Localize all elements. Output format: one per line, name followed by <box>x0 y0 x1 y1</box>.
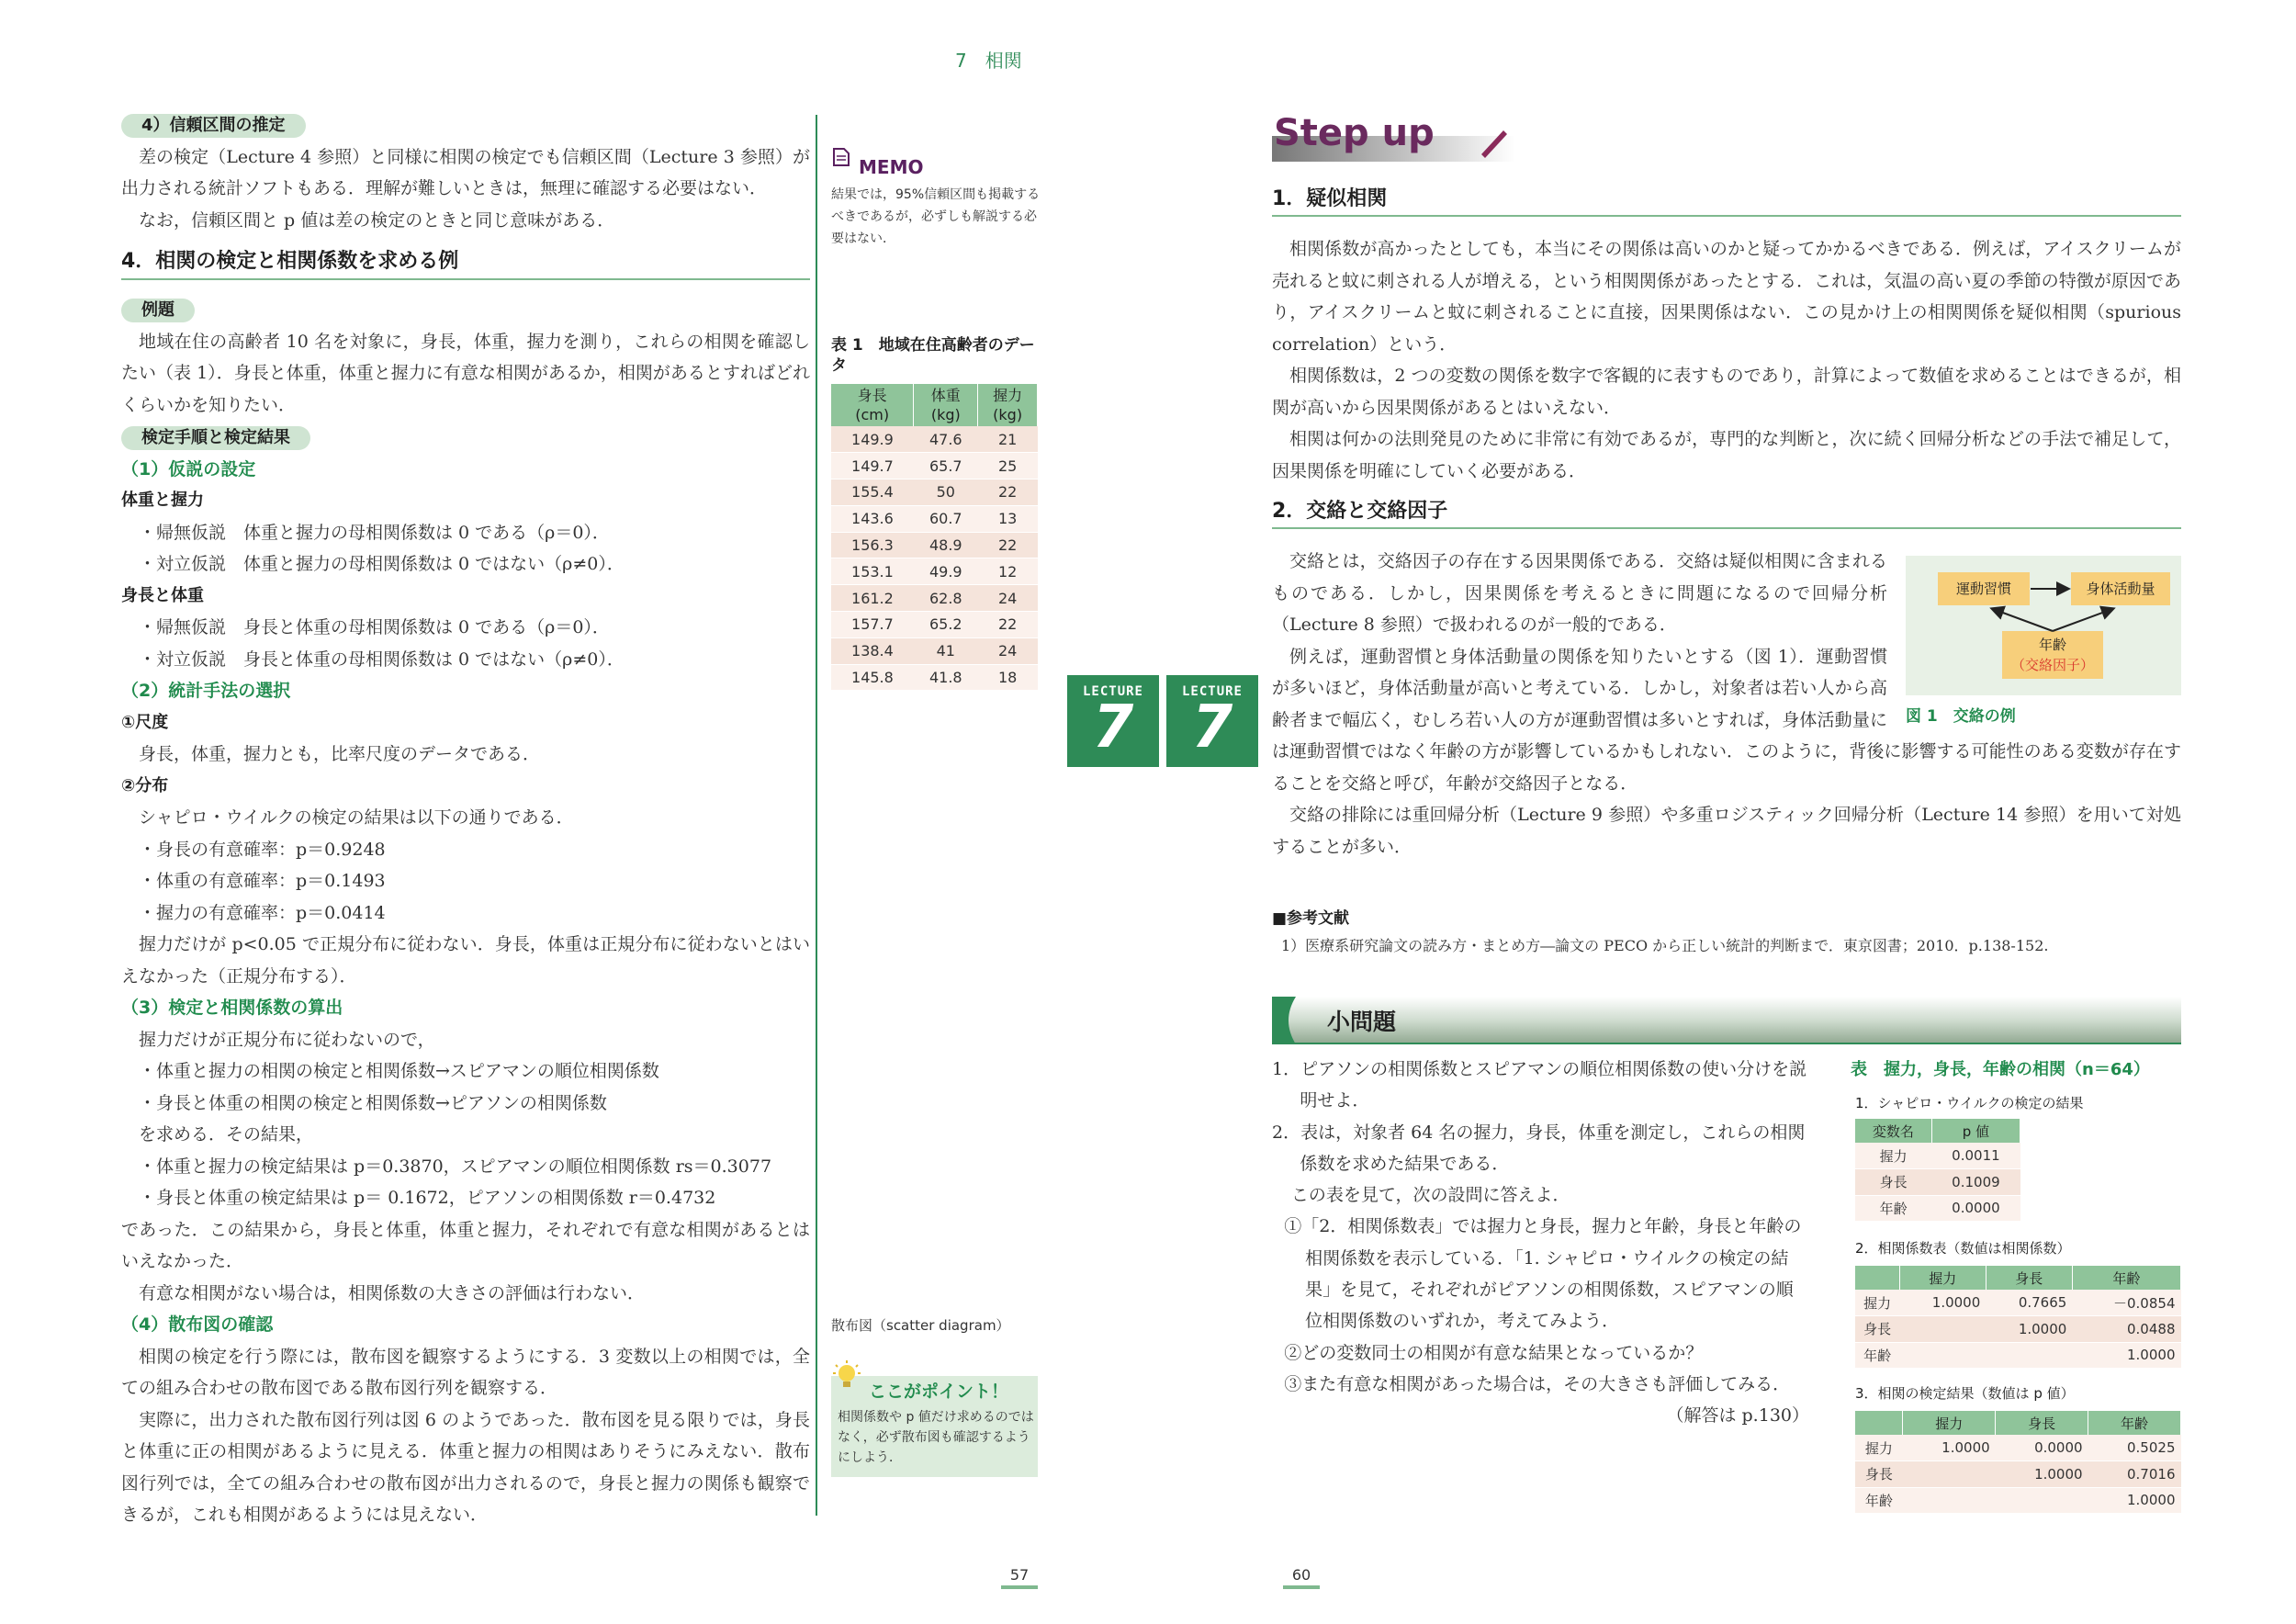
result-cell: 身長 <box>1855 1461 1903 1488</box>
result-cell: 0.0000 <box>1996 1435 2088 1461</box>
paragraph: 交絡とは，交絡因子の存在する因果関係である．交絡は疑似相関に含まれるものである．しかし，因果関係を考えるときに問題になるので回帰分析（Lecture 8 参照）で扱われるのが一般的である． <box>1272 551 1887 635</box>
section-heading-4: 4．相関の検定と相関係数を求める例 <box>121 245 810 280</box>
table1-cell: 145.8 <box>831 664 914 691</box>
label-height-weight: 身長と体重 <box>121 585 204 605</box>
result-cell <box>1903 1461 1996 1488</box>
table1-cell: 48.9 <box>914 532 978 558</box>
table1-cell: 24 <box>978 637 1038 664</box>
table1-cell: 157.7 <box>831 612 914 638</box>
result-row <box>1855 1316 2181 1343</box>
paragraph: 実際に，出力された散布図行列は図 6 のようであった．散布図を見る限りでは，身長と体重に正の相関があるように見える．体重と握力の相関はありそうにみえない．散布図行列では，全ての組み合わせの散布図が出力されるので，身長と握力の関係も観察できるが，これも相関があるようには見えない． <box>121 1409 810 1525</box>
subheading-scatter: （4）散布図の確認 <box>121 1314 274 1335</box>
result-row <box>1855 1487 2181 1514</box>
procedure-pill: 検定手順と検定結果 <box>121 426 310 450</box>
table1-cell: 155.4 <box>831 479 914 506</box>
result-row <box>1855 1195 2020 1222</box>
paragraph: 有意な相関がない場合は，相関係数の大きさの評価は行わない． <box>139 1282 646 1303</box>
result-header-cell: 握力 <box>1899 1266 1986 1290</box>
table1-cell: 143.6 <box>831 505 914 532</box>
figure1-arrows <box>1906 556 2181 695</box>
paragraph: 相関は何かの法則発見のために非常に有効であるが，専門的な判断と，次に続く回帰分析などの手法で補足して，因果関係を明確にしていく必要がある． <box>1272 429 2181 481</box>
result-header-cell: 身長 <box>1986 1266 2072 1290</box>
result-header-cell: 変数名 <box>1855 1119 1931 1143</box>
node-age-label: 年齢 <box>2038 637 2066 653</box>
question-2-2: ②どの変数同士の相関が有意な結果となっているか？ <box>1284 1342 1704 1363</box>
result-table-3 <box>1855 1411 2181 1514</box>
label-distribution: ②分布 <box>121 775 169 795</box>
table1-header-cell: 握力 (kg) <box>978 384 1038 426</box>
answer-note: （解答は p.130） <box>1666 1405 1809 1427</box>
section-pill-confidence-interval: 4）信頼区間の推定 <box>121 114 306 138</box>
result-cell <box>1996 1487 2088 1514</box>
point-text: 相関係数や p 値だけ求めるのではなく，必ず散布図も確認するようにしよう． <box>838 1410 1034 1465</box>
table1-cell: 25 <box>978 453 1038 479</box>
table1-cell: 22 <box>978 532 1038 558</box>
result-header-row <box>1855 1411 2181 1435</box>
node-age-sub: （交絡因子） <box>2010 657 2094 673</box>
result-cell: 1.0000 <box>1986 1316 2072 1343</box>
heading-confounding: 2．交絡と交絡因子 <box>1272 496 2181 529</box>
table1-cell: 50 <box>914 479 978 506</box>
table1-cell: 65.2 <box>914 612 978 638</box>
result-table-1 <box>1855 1119 2020 1222</box>
lightbulb-icon <box>831 1359 862 1396</box>
result-cell: 1.0000 <box>2072 1342 2180 1369</box>
pvalue-line: ・身長の有意確率：p＝0.9248 <box>139 839 386 860</box>
step-up-logo <box>1272 110 1515 164</box>
example-pill: 例題 <box>121 299 195 322</box>
result-cell <box>1899 1342 1986 1369</box>
table1-row <box>831 612 1038 638</box>
calc-line: ・体重と握力の相関の検定と相関係数→スピアマンの順位相関係数 <box>139 1061 659 1081</box>
result-cell: 身長 <box>1855 1316 1899 1343</box>
table1-row <box>831 426 1038 453</box>
result-cell: 1.0000 <box>1899 1290 1986 1316</box>
table1-header-row <box>831 384 1038 426</box>
node-activity: 身体活動量 <box>2071 572 2170 605</box>
paragraph: 身長，体重，握力とも，比率尺度のデータである． <box>139 744 541 764</box>
result-cell <box>1986 1342 2072 1369</box>
table1-cell: 21 <box>978 426 1038 453</box>
table1-row <box>831 532 1038 558</box>
table1-row <box>831 637 1038 664</box>
table1-header-cell: 体重 (kg) <box>914 384 978 426</box>
question-2-1: ①「2．相関係数表」では握力と身長，握力と年齢，身長と年齢の相関係数を表示している．「1. シャピロ・ウイルクの検定の結果」を見て，それぞれがピアソンの相関係数，スピアマンの順位相関係数のいずれか，考えてみよう． <box>1284 1216 1802 1332</box>
result-cell: 0.7665 <box>1986 1290 2072 1316</box>
table1-row <box>831 505 1038 532</box>
column-divider <box>816 115 817 1516</box>
table1-row <box>831 664 1038 691</box>
paragraph: 相関係数は，2 つの変数の関係を数字で客観的に表すものであり，計算によって数値を求めることはできるが，相関が高いから因果関係があるとはいえない． <box>1272 366 2181 418</box>
result-header-cell: 握力 <box>1903 1411 1996 1435</box>
paragraph: を求める．その結果， <box>139 1124 314 1145</box>
point-title: ここがポイント！ <box>869 1382 1009 1402</box>
lecture-tab-right <box>1166 675 1258 767</box>
question-2: 2．表は，対象者 64 名の握力，身長，体重を測定し，これらの相関係数を求めた結果である． <box>1272 1122 1806 1174</box>
result-cell: 1.0000 <box>2088 1487 2181 1514</box>
result-row <box>1855 1169 2020 1196</box>
result-cell: 0.5025 <box>2088 1435 2181 1461</box>
result-header-cell: 年齢 <box>2072 1266 2180 1290</box>
table1-cell: 41.8 <box>914 664 978 691</box>
subheading-hypothesis: （1）仮説の設定 <box>121 458 256 479</box>
chapter-header: 7 相関 <box>955 50 1022 72</box>
hypothesis-line: ・帰無仮説 身長と体重の母相関係数は 0 である（ρ＝0）． <box>139 617 610 637</box>
result-cell: 0.7016 <box>2088 1461 2181 1488</box>
heading-spurious: 1．疑似相関 <box>1272 184 2181 217</box>
lecture-tab-label: LECTURE <box>1082 684 1143 699</box>
table1-cell: 41 <box>914 637 978 664</box>
paragraph: 地域在住の高齢者 10 名を対象に，身長，体重，握力を測り，これらの相関を確認したい（表 1）．身長と体重，体重と握力に有意な相関があるか，相関があるとすればどれくらいかを知りたい． <box>121 331 810 415</box>
label-weight-grip: 体重と握力 <box>121 491 204 510</box>
result-cell: 0.0011 <box>1931 1143 2020 1169</box>
result-table1-title: 1．シャピロ・ウイルクの検定の結果 <box>1855 1095 2084 1111</box>
table1-body <box>831 426 1038 691</box>
table1-cell: 13 <box>978 505 1038 532</box>
table1-cell: 24 <box>978 585 1038 612</box>
table1-cell: 156.3 <box>831 532 914 558</box>
result-header-row <box>1855 1266 2181 1290</box>
table1-caption: 表 1 地域在住高齢者のデータ <box>831 336 1035 375</box>
table1-row <box>831 585 1038 612</box>
hypothesis-line: ・対立仮説 身長と体重の母相関係数は 0 ではない（ρ≠0）． <box>139 648 625 670</box>
lecture-tab-number: 7 <box>1191 694 1233 761</box>
result-row <box>1855 1461 2181 1488</box>
result-cell: 身長 <box>1855 1169 1931 1196</box>
result-cell: 0.0000 <box>1931 1195 2020 1222</box>
table1-cell: 62.8 <box>914 585 978 612</box>
table1-cell: 22 <box>978 612 1038 638</box>
result-table3-title: 3．相関の検定結果（数値は p 値） <box>1855 1385 2075 1402</box>
paragraph: 差の検定（Lecture 4 参照）と同様に相関の検定でも信頼区間（Lecture 3 参照）が出力される統計ソフトもある．理解が難しいときは，無理に確認する必要はない． <box>121 146 810 198</box>
result-table2-title: 2．相関係数表（数値は相関係数） <box>1855 1240 2071 1257</box>
table1-cell: 12 <box>978 558 1038 585</box>
result-table-title: 表 握力，身長，年齢の相関（n＝64） <box>1851 1060 2150 1079</box>
result-header-cell: 身長 <box>1996 1411 2088 1435</box>
result-cell: 握力 <box>1855 1435 1903 1461</box>
table1-cell: 65.7 <box>914 453 978 479</box>
table1-cell: 49.9 <box>914 558 978 585</box>
calc-line: ・身長と体重の相関の検定と相関係数→ピアソンの相関係数 <box>139 1092 607 1113</box>
result-header-cell <box>1855 1266 1899 1290</box>
memo-icon <box>831 145 851 169</box>
result-cell: －0.0854 <box>2072 1290 2180 1316</box>
result-cell <box>1903 1487 1996 1514</box>
left-column <box>121 108 810 1531</box>
paragraph: なお，信頼区間と p 値は差の検定のときと同じ意味がある． <box>139 209 615 231</box>
paragraph: 相関係数が高かったとしても，本当にその関係は高いのかと疑ってかかるべきである．例えば，アイスクリームが売れると蚊に刺される人が増える，という相関関係があったとする．これは，気温の高い夏の季節の特徴が原因であり，アイスクリームと蚊に刺されることに直接，因果関係はない．この見かけ上の相関関係を疑似相関（spurious correlation）という． <box>1272 239 2181 355</box>
question-2-lead: この表を見て，次の設問に答えよ． <box>1290 1185 1570 1206</box>
paragraph: であった．この結果から，身長と体重，体重と握力，それぞれで有意な相関があるとはいえなかった． <box>121 1219 810 1271</box>
paragraph: 相関の検定を行う際には，散布図を観察するようにする．3 変数以上の相関では，全ての組み合わせの散布図である散布図行列を観察する． <box>121 1346 810 1398</box>
result-cell: 年齢 <box>1855 1342 1899 1369</box>
result-row <box>1855 1290 2181 1316</box>
page-number-left: 57 <box>1001 1566 1038 1589</box>
table1-row <box>831 453 1038 479</box>
mini-question-banner <box>1272 997 2181 1044</box>
questions <box>1272 1054 1809 1432</box>
pvalue-line: ・体重の有意確率：p＝0.1493 <box>139 871 386 891</box>
figure1-caption: 図 1 交絡の例 <box>1906 707 2016 726</box>
result-header-cell <box>1855 1411 1903 1435</box>
result-cell: 0.1009 <box>1931 1169 2020 1196</box>
paragraph: 握力だけが正規分布に従わないので， <box>139 1029 435 1050</box>
hypothesis-line: ・帰無仮説 体重と握力の母相関係数は 0 である（ρ＝0）． <box>139 522 610 543</box>
table1-cell: 47.6 <box>914 426 978 453</box>
table1-cell: 149.9 <box>831 426 914 453</box>
table1-cell: 18 <box>978 664 1038 691</box>
pvalue-line: ・握力の有意確率：p＝0.0414 <box>139 902 386 923</box>
result-header-row <box>1855 1119 2020 1143</box>
lecture-tab-left <box>1067 675 1159 767</box>
lecture-tab-label: LECTURE <box>1181 684 1243 699</box>
table1-cell: 153.1 <box>831 558 914 585</box>
memo-text: 結果では，95%信頼区間も掲載するべきであるが，必ずしも解説する必要はない． <box>831 187 1041 246</box>
result-cell: 握力 <box>1855 1143 1931 1169</box>
result-header-cell: 年齢 <box>2088 1411 2181 1435</box>
reference-item: 1）医療系研究論文の読み方・まとめ方―論文の PECO から正しい統計的判断まで．東京図書；2010．p.138-152. <box>1281 937 2049 954</box>
result-table-2 <box>1855 1266 2181 1369</box>
question-2-3: ③また有意な相関があった場合は，その大きさも評価してみる． <box>1284 1373 1791 1394</box>
result-cell: 握力 <box>1855 1290 1899 1316</box>
result-row <box>1855 1342 2181 1369</box>
table1-row <box>831 479 1038 506</box>
table1-cell: 149.7 <box>831 453 914 479</box>
result-cell: 年齢 <box>1855 1195 1931 1222</box>
memo-title: MEMO <box>859 156 924 178</box>
right-column <box>1272 184 2181 863</box>
result-line: ・体重と握力の検定結果は p＝0.3870，スピアマンの順位相関係数 rs＝0.3077 <box>139 1156 772 1177</box>
result-cell: 年齢 <box>1855 1487 1903 1514</box>
paragraph: シャピロ・ウイルクの検定の結果は以下の通りである． <box>139 807 574 828</box>
hypothesis-line: ・対立仮説 体重と握力の母相関係数は 0 ではない（ρ≠0）． <box>139 554 625 574</box>
label-scale: ①尺度 <box>121 712 169 732</box>
result-cell: 1.0000 <box>1996 1461 2088 1488</box>
paragraph: 握力だけが p<0.05 で正規分布に従わない．身長，体重は正規分布に従わないとはいえなかった（正規分布する）． <box>121 934 810 987</box>
result-cell <box>1899 1316 1986 1343</box>
table1-header-cell: 身長 (cm) <box>831 384 914 426</box>
paragraph: 例えば，運動習慣と身体活動量の関係を知りたいとする（図 1）．運動習慣が多いほど，身体活動量が高いと考えている．しかし，対象者は若い人から高齢者まで幅広く，むしろ若い人の方が運動習慣は多いとすれば，身体活動量には運動習慣ではなく年齢の方が影響しているかもしれない．このように，背後に影響する可能性のある変数が存在することを交絡と呼び，年齢が交絡因子となる． <box>1272 646 2181 794</box>
mini-question-title: 小問題 <box>1327 1009 1397 1035</box>
lecture-tab-number: 7 <box>1092 694 1134 761</box>
references-title: ■参考文献 <box>1272 909 1350 928</box>
table1-cell: 138.4 <box>831 637 914 664</box>
table1-cell: 161.2 <box>831 585 914 612</box>
table1-row <box>831 558 1038 585</box>
subheading-calc: （3）検定と相関係数の算出 <box>121 998 343 1018</box>
result-header-cell: p 値 <box>1931 1119 2020 1143</box>
result-cell: 0.0488 <box>2072 1316 2180 1343</box>
table1-cell: 22 <box>978 479 1038 506</box>
result-row <box>1855 1143 2020 1169</box>
subheading-method: （2）統計手法の選択 <box>121 681 291 701</box>
node-exercise-habit: 運動習慣 <box>1938 572 2030 605</box>
table1 <box>831 384 1038 691</box>
step-up-title: Step up <box>1274 112 1435 154</box>
figure1 <box>1906 556 2181 695</box>
table1-cell: 60.7 <box>914 505 978 532</box>
result-line: ・身長と体重の検定結果は p＝ 0.1672，ピアソンの相関係数 r＝0.4732 <box>139 1188 716 1208</box>
scatter-term: 散布図（scatter diagram） <box>831 1317 1010 1334</box>
page-number-right: 60 <box>1283 1566 1320 1589</box>
paragraph: 交絡の排除には重回帰分析（Lecture 9 参照）や多重ロジスティック回帰分析（Lecture 14 参照）を用いて対処することが多い． <box>1272 805 2181 857</box>
result-row <box>1855 1435 2181 1461</box>
result-cell: 1.0000 <box>1903 1435 1996 1461</box>
question-1: 1．ピアソンの相関係数とスピアマンの順位相関係数の使い分けを説明せよ． <box>1272 1059 1807 1111</box>
